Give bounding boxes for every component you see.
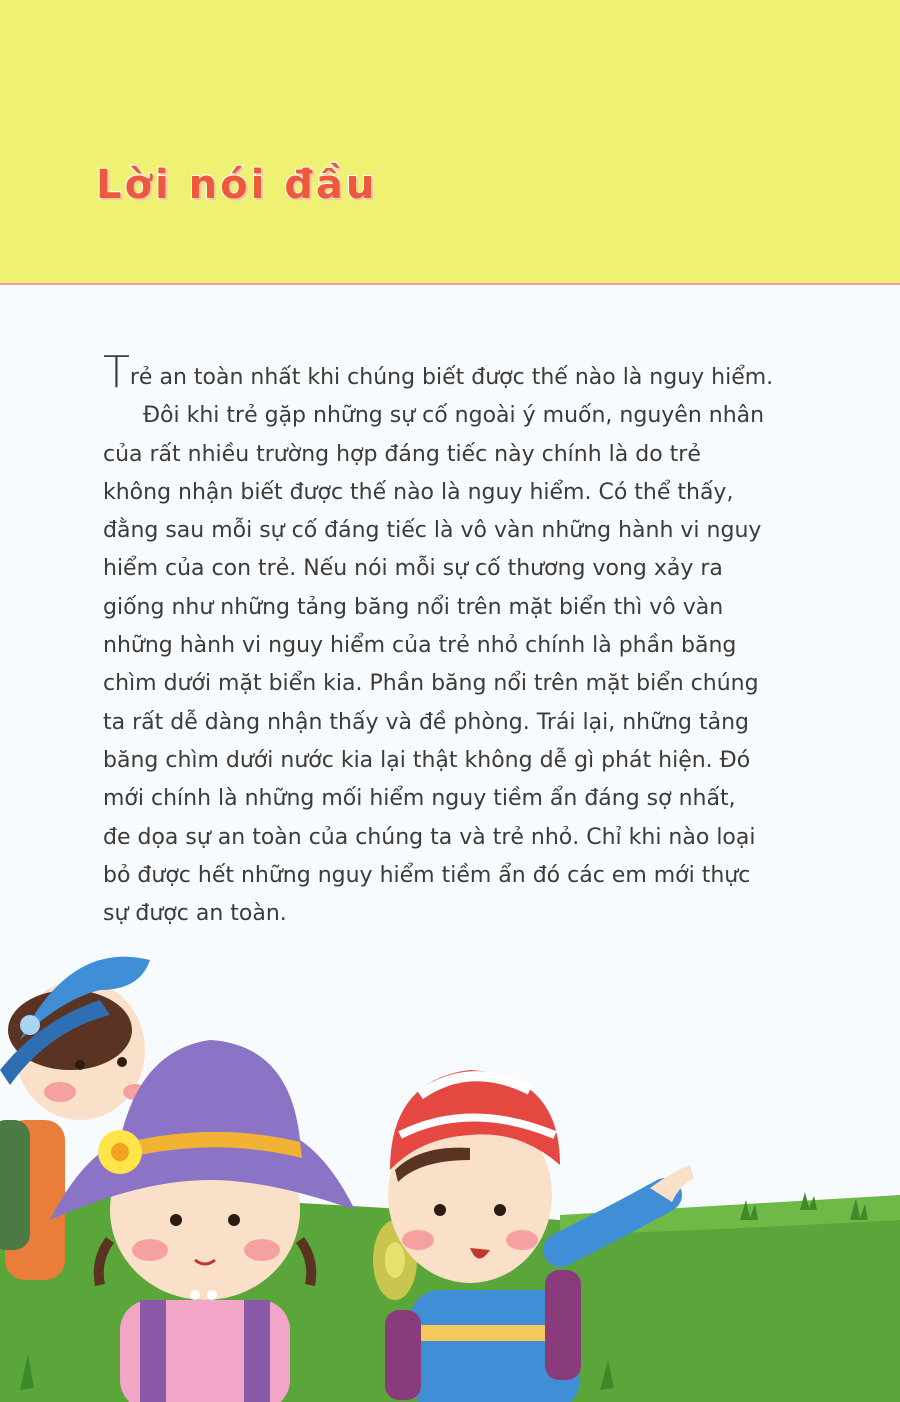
drop-cap: T (103, 347, 130, 398)
header-band (0, 0, 900, 283)
first-line (103, 347, 774, 398)
page-title: Lời nói đầu (96, 162, 378, 208)
header-divider (0, 283, 900, 285)
preface-text (103, 347, 774, 933)
preface-paragraph: Đôi khi trẻ gặp những sự cố ngoài ý muốn, nguyên nhân của rất nhiều trường hợp đáng tiếc này chính là do trẻ không nhận biết được thế nào là nguy hiểm. Có thể thấy, đằng sau mỗi sự cố đáng tiếc là vô vàn những hành vi nguy hiểm của con trẻ. Nếu nói mỗi sự cố thương vong xảy ra giống như những tảng băng nổi trên mặt biển thì vô vàn những hành vi nguy hiểm của trẻ nhỏ chính là phần băng chìm dưới mặt biển kia. Phần băng nổi trên mặt biển chúng ta rất dễ dàng nhận thấy và đề phòng. Trái lại, những tảng băng chìm dưới nước kia lại thật không dễ gì phát hiện. Đó mới chính là những mối hiểm nguy tiềm ẩn đáng sợ nhất, đe dọa sự an toàn của chúng ta và trẻ nhỏ. Chỉ khi nào loại bỏ được hết những nguy hiểm tiềm ẩn đó các em mới thực sự được an toàn. (103, 403, 765, 927)
first-line-text: rẻ an toàn nhất khi chúng biết được thế nào là nguy hiểm. (129, 365, 774, 390)
children-illustration (0, 920, 900, 1402)
